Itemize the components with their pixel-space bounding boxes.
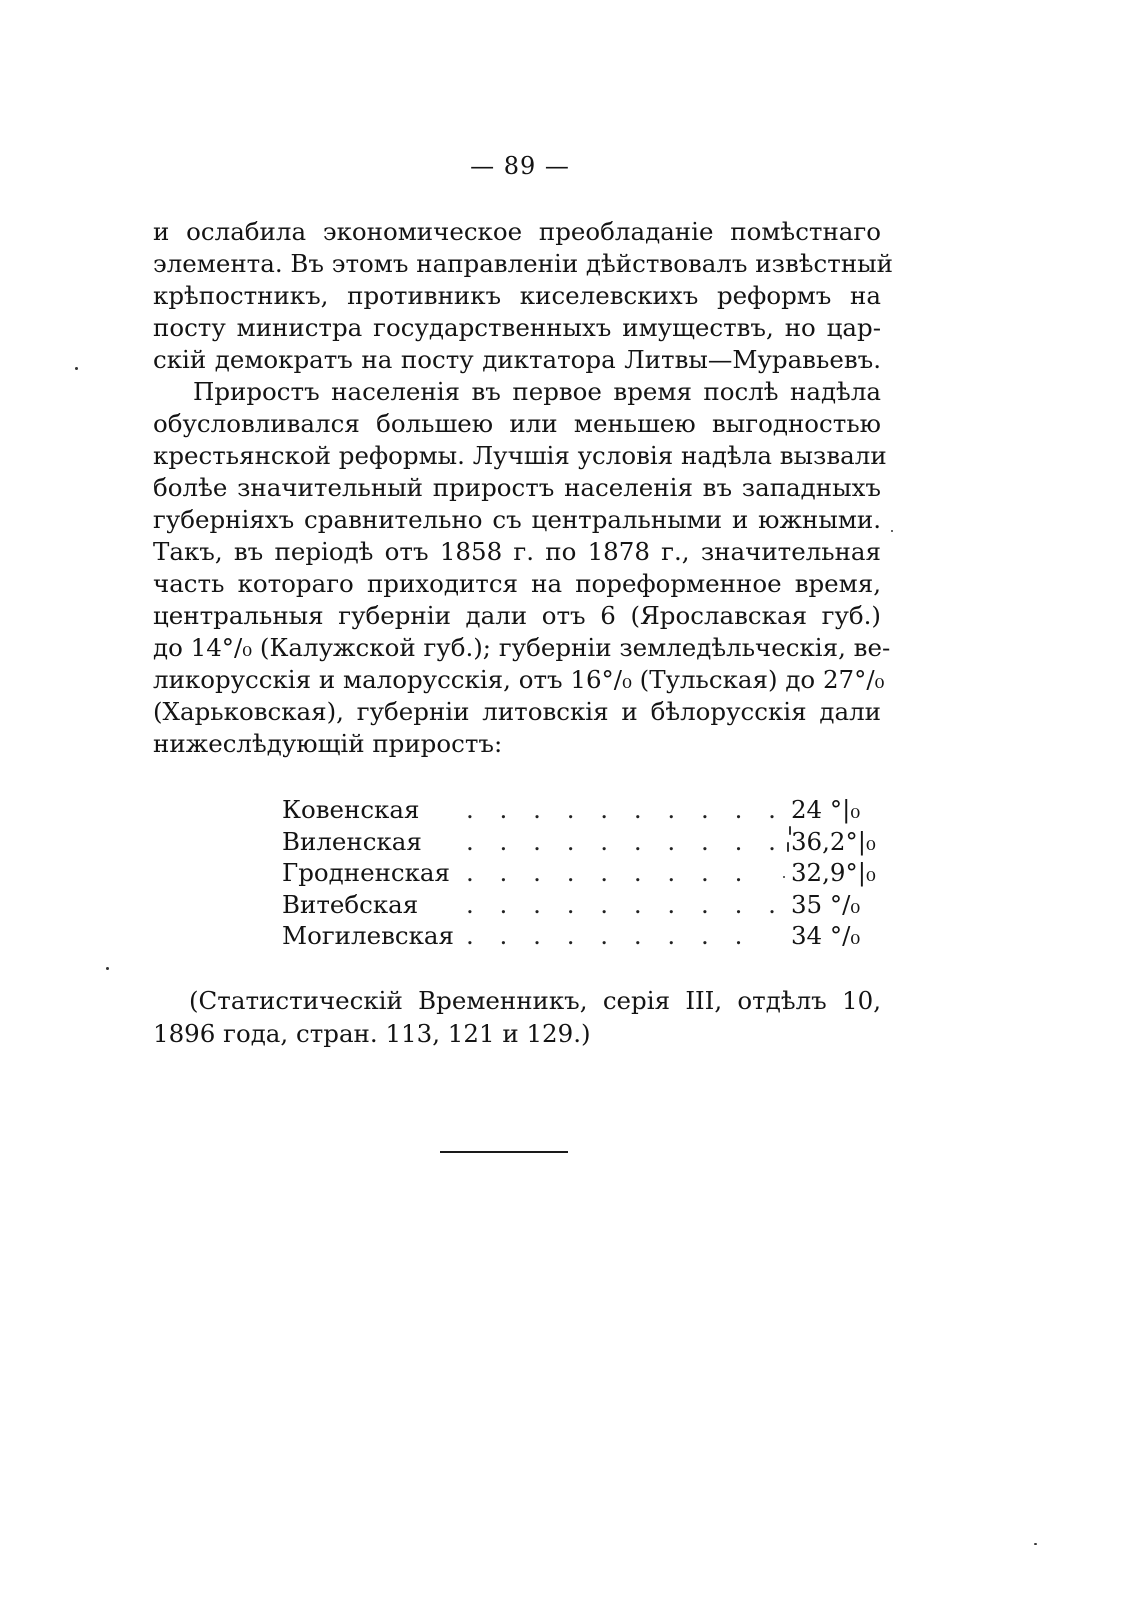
table-row	[282, 857, 876, 889]
scan-speck	[1034, 1543, 1037, 1545]
growth-value: 34 °/₀	[790, 921, 861, 950]
table-row	[282, 794, 876, 826]
text-line: и ослабила экономическое преобладаніе помѣстнаго	[153, 217, 881, 246]
paragraph-1	[153, 216, 893, 376]
source-citation	[153, 984, 881, 1050]
text-line: 1896 года, стран. 113, 121 и 129.)	[153, 1019, 591, 1048]
text-line: скій демократъ на посту диктатора Литвы—Муравьевъ.	[153, 345, 881, 374]
text-line: болѣе значительный приростъ населенія въ западныхъ	[153, 473, 881, 502]
scan-speck	[789, 826, 791, 835]
text-line: крестьянской реформы. Лучшія условія надѣла вызвали	[153, 441, 887, 470]
text-line: обусловливался большею или меньшею выгодностью	[153, 409, 881, 438]
text-line: (Статистическій Временникъ, серія III, отдѣлъ 10,	[189, 986, 881, 1015]
table-row	[282, 889, 876, 921]
scan-speck	[75, 367, 78, 370]
text-line: Приростъ населенія въ первое время послѣ надѣла	[193, 377, 881, 406]
growth-value: 24 °|₀	[790, 795, 861, 824]
scan-speck	[891, 530, 893, 532]
text-line: (Харьковская), губерніи литовскія и бѣлорусскія дали	[153, 697, 881, 726]
page-number: — 89 —	[470, 152, 570, 180]
growth-value: 36,2°|₀	[790, 826, 876, 856]
leader-dots: . . . . . . . . . .	[465, 795, 785, 824]
text-line: губерніяхъ сравнительно съ центральными и южными.	[153, 505, 881, 534]
region-name: Гродненская	[282, 858, 450, 887]
leader-dots: . . . . . . . . .	[465, 858, 752, 887]
region-name: Могилевская	[282, 921, 454, 950]
text-line: ликорусскія и малорусскія, отъ 16°/₀ (Тульская) до 27°/₀	[153, 665, 885, 694]
region-name: Ковенская	[282, 795, 420, 824]
end-rule	[440, 1151, 568, 1153]
text-line: посту министра государственныхъ имуществъ, но цар-	[153, 313, 881, 342]
growth-value: 32,9°|₀	[790, 858, 876, 887]
scan-speck	[106, 967, 109, 970]
leader-dots: . . . . . . . . . .	[465, 826, 785, 856]
text-line: центральныя губерніи дали отъ 6 (Ярославская губ.)	[153, 601, 881, 630]
text-line: до 14°/₀ (Калужской губ.); губерніи земледѣльческія, ве-	[153, 633, 891, 662]
scan-speck	[787, 842, 789, 852]
text-line: Такъ, въ періодѣ отъ 1858 г. по 1878 г., значительная	[153, 537, 881, 566]
text-line: нижеслѣдующій приростъ:	[153, 729, 503, 758]
text-line: часть котораго приходится на пореформенное время,	[153, 569, 881, 598]
leader-dots: . . . . . . . . .	[465, 921, 752, 950]
growth-table	[282, 794, 876, 952]
leader-dots: . . . . . . . . . .	[465, 889, 785, 919]
paragraph-2	[153, 376, 891, 760]
growth-value: 35 °/₀	[790, 889, 861, 919]
region-name: Витебская	[282, 889, 419, 919]
region-name: Виленская	[282, 826, 422, 856]
table-row	[282, 920, 876, 952]
scan-speck	[783, 876, 785, 878]
text-line: элемента. Въ этомъ направленіи дѣйствовалъ извѣстный	[153, 249, 893, 278]
text-line: крѣпостникъ, противникъ киселевскихъ реформъ на	[153, 281, 881, 310]
